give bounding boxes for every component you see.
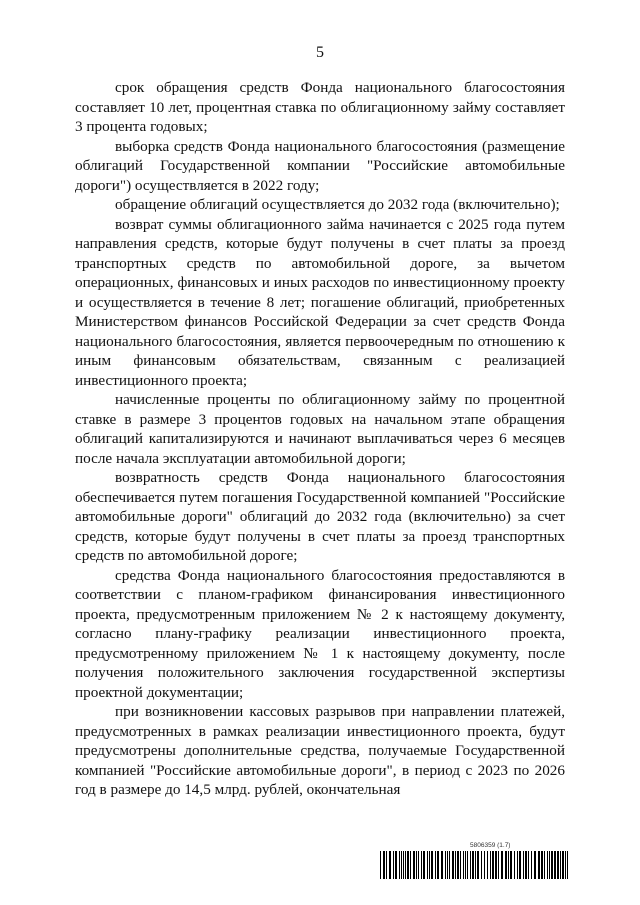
paragraph-circulation: обращение облигаций осуществляется до 2032 года (включительно); [115,196,560,213]
paragraph-repayment: возврат суммы облигационного займа начинается с 2025 года путем направления средств, которые будут получены в счет платы за проезд транспортных средств по автомобильной дороге, за вычетом операционных, финансовых и иных расходов по инвестиционному проекту и осуществляется в течение 8 лет; погашение облигаций, приобретенных Министерством финансов Российской Федерации за счет средств Фонда национального благосостояния, является первоочередным по отношению к иным финансовым обязательствам, связанным с реализацией инвестиционного проекта; [75,215,565,389]
paragraph-drawdown: выборка средств Фонда национального благосостояния (размещение облигаций Государственной компании "Российские автомобильные дороги") осуществляется в 2022 году; [75,137,565,194]
barcode-id: 5806359 (1.7) [470,842,511,849]
paragraph-interest: начисленные проценты по облигационному займу по процентной ставке в размере 3 процентов годовых на начальном этапе обращения облигаций капитализируются и начинают выплачиваться через 6 месяцев после начала эксплуатации автомобильной дороги; [75,391,565,467]
paragraph-cash-gaps: при возникновении кассовых разрывов при направлении платежей, предусмотренных в рамках реализации инвестиционного проекта, будут предусмотрены дополнительные средства, получаемые Государственной компанией "Российские автомобильные дороги", в период с 2023 по 2026 год в размере до 14,5 млрд. рублей, окончательная [75,703,565,798]
barcode-icon [380,851,570,879]
page-number: 5 [316,44,324,61]
paragraph-funding-schedule: средства Фонда национального благосостояния предоставляются в соответствии с планом-графиком финансирования инвестиционного проекта, предусмотренным приложением № 2 к настоящему документу, согласно плану-графику реализации инвестиционного проекта, предусмотренному приложением № 1 к настоящему документу, после получения положительного заключения государственной экспертизы проектной документации; [75,566,565,701]
paragraph-term: срок обращения средств Фонда национального благосостояния составляет 10 лет, процентная ставка по облигационному займу составляет 3 процента годовых; [75,79,565,135]
document-body [75,78,565,800]
document-barcode [380,842,570,882]
paragraph-returnability: возвратность средств Фонда национального благосостояния обеспечивается путем погашения Государственной компанией "Российские автомобильные дороги" облигаций до 2032 года (включительно) за счет средств, которые будут получены в счет платы за проезд транспортных средств по автомобильной дороге; [75,469,565,564]
